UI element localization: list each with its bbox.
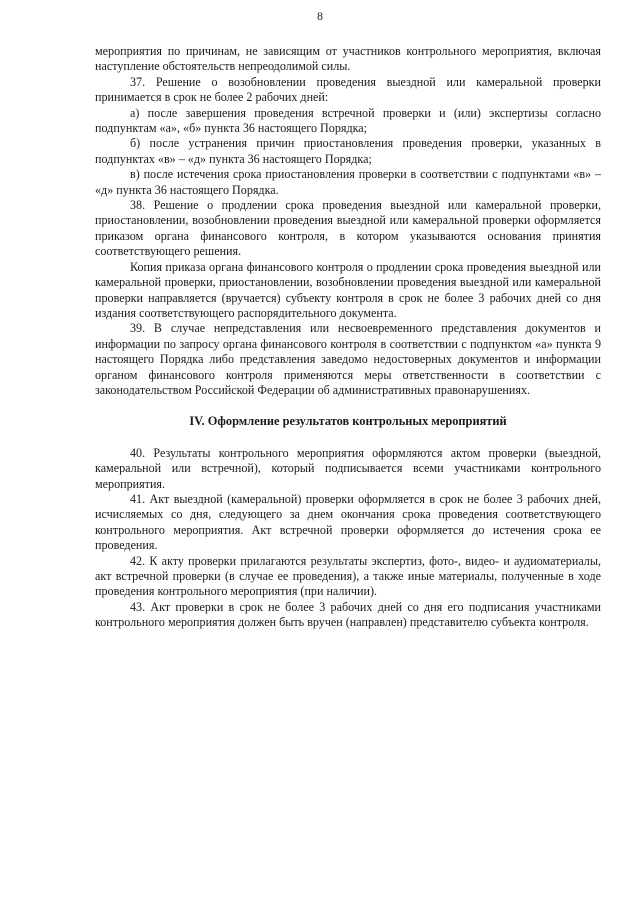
paragraph-43: 43. Акт проверки в срок не более 3 рабочих дней со дня его подписания участниками контрольного мероприятия должен быть вручен (направлен) представителю субъекта контроля. — [95, 599, 601, 630]
paragraph-continuation: мероприятия по причинам, не зависящим от участников контрольного мероприятия, включая наступление обстоятельств непреодолимой силы. — [95, 44, 601, 74]
paragraph-37-v: в) после истечения срока приостановления проверки в соответствии с подпунктами «в» – «д» пункта 36 настоящего Порядка. — [95, 167, 601, 197]
paragraph-37: 37. Решение о возобновлении проведения выездной или камеральной проверки принимается в срок не более 2 рабочих дней: — [95, 74, 601, 105]
paragraph-39: 39. В случае непредставления или несвоевременного представления документов и информации по запросу органа финансового контроля в соответствии с подпунктом «а» пункта 9 настоящего Порядка либо представления заведомо недостоверных документов и информации органом финансового контроля применяются меры ответственности в соответствии с законодательством Российской Федерации об административных правонарушениях. — [95, 321, 601, 397]
section-heading: IV. Оформление результатов контрольных мероприятий — [189, 414, 507, 429]
paragraph-38-copy: Копия приказа органа финансового контроля о продлении срока проведения выездной или камеральной проверки, приостановлении, возобновлении проведения выездной или камеральной проверки направляется (вручается) субъекту контроля в срок не более 3 рабочих дней со дня издания соответствующего распорядительного документа. — [95, 259, 601, 320]
paragraph-40: 40. Результаты контрольного мероприятия оформляются актом проверки (выездной, камеральной или встречной), который подписывается всеми участниками контрольного мероприятия. — [95, 445, 601, 491]
paragraph-37-b: б) после устранения причин приостановления проведения проверки, указанных в подпунктах «в» – «д» пункта 36 настоящего Порядка; — [95, 136, 601, 166]
paragraph-38: 38. Решение о продлении срока проведения выездной или камеральной проверки, приостановлении, возобновлении проведения выездной или камеральной проверки оформляется приказом органа финансового контроля, в котором указываются основания принятия соответствующего решения. — [95, 198, 601, 259]
paragraph-37-a: а) после завершения проведения встречной проверки и (или) экспертизы согласно подпунктам «а», «б» пункта 36 настоящего Порядка; — [95, 105, 601, 136]
paragraph-42: 42. К акту проверки прилагаются результаты экспертиз, фото-, видео- и аудиоматериалы, акт встречной проверки (в случае ее проведения), а также иные материалы, полученные в ходе проведения контрольного мероприятия (при наличии). — [95, 553, 601, 599]
page-number: 8 — [317, 11, 323, 23]
document-body — [95, 44, 601, 631]
paragraph-41: 41. Акт выездной (камеральной) проверки оформляется в срок не более 3 рабочих дней, исчисляемых со дня, следующего за днем окончания срока проведения соответствующего контрольного мероприятия. Акт встречной проверки оформляется до истечения срока ее проведения. — [95, 491, 601, 553]
